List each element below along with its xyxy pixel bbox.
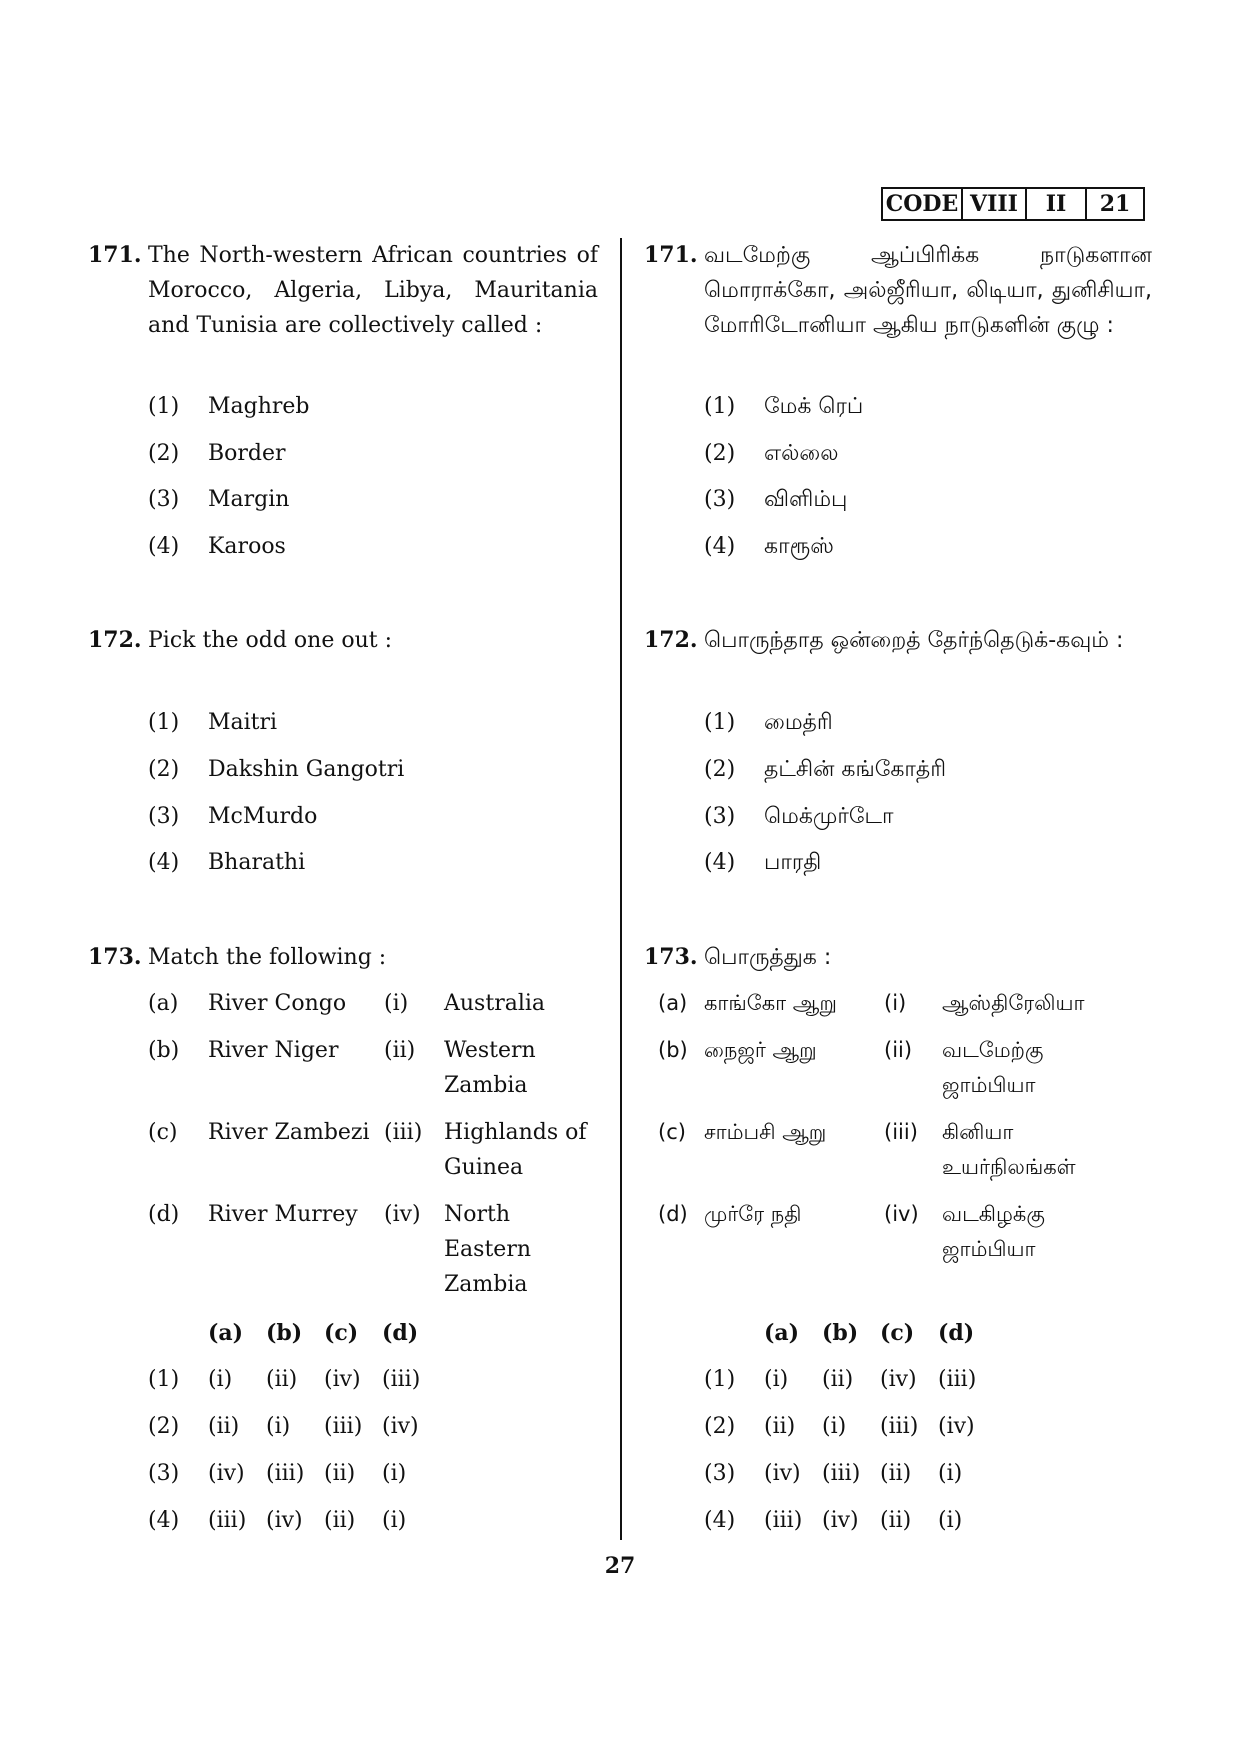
answer-col-d: (d) [382, 1320, 419, 1346]
answer-value: (i) [764, 1367, 789, 1392]
question-171-en [88, 238, 598, 343]
question-number: 171. [644, 242, 698, 268]
option-text: மைத்ரி [764, 710, 833, 735]
answer-value: (ii) [822, 1367, 854, 1392]
option-number: (3) [148, 804, 180, 829]
option-2 [148, 755, 404, 785]
option-number: (3) [704, 804, 736, 829]
option-text: மெக்முர்டோ [764, 804, 894, 829]
option-4 [148, 532, 286, 562]
match-left-label: (a) [148, 991, 179, 1016]
option-text: பாரதி [764, 850, 822, 875]
match-right-item: ஆஸ்திரேலியா [942, 991, 1085, 1015]
answer-col-d: (d) [938, 1320, 975, 1346]
answer-value: (iv) [324, 1367, 361, 1392]
answer-col-c: (c) [880, 1320, 915, 1346]
match-right-item: வடகிழக்கு ஜாம்பியா [942, 1202, 1045, 1261]
question-text: வடமேற்கு ஆப்பிரிக்க நாடுகளான மொராக்கோ, அல்ஜீரியா, லிடியா, துனிசியா, மோரிடோனியா ஆகிய நாடுகளின் குழு : [704, 243, 1152, 338]
answer-value: (i) [266, 1414, 291, 1439]
answer-number: (3) [148, 1461, 180, 1486]
question-text: The North-western African countries of Morocco, Algeria, Libya, Mauritania and Tunisia are collectively called : [148, 243, 598, 338]
answer-value: (i) [822, 1414, 847, 1439]
option-3 [148, 802, 317, 832]
match-row-d [148, 1197, 544, 1302]
question-173-ta [644, 940, 1164, 975]
option-number: (2) [704, 757, 736, 782]
code-value-2: II [1027, 189, 1087, 219]
answer-value: (i) [208, 1367, 233, 1392]
option-number: (3) [148, 487, 180, 512]
question-text: பொருந்தாத ஒன்றைத் தேர்ந்தெடுக்-கவும் : [704, 628, 1124, 653]
answer-option-3 [704, 1459, 996, 1489]
match-right-label: (ii) [884, 1038, 913, 1062]
match-right-item: Highlands of Guinea [444, 1120, 587, 1180]
answer-value: (ii) [764, 1414, 796, 1439]
option-text: McMurdo [208, 804, 318, 829]
option-text: Margin [208, 487, 290, 512]
question-172-ta [644, 623, 1152, 658]
match-row-b [148, 1033, 564, 1103]
answer-value: (iv) [208, 1461, 245, 1486]
match-left-label: (d) [658, 1202, 688, 1226]
question-172-en [88, 623, 598, 658]
match-right-item: கினியா உயர்நிலங்கள் [942, 1120, 1076, 1179]
option-2 [704, 439, 839, 469]
answer-value: (iv) [764, 1461, 801, 1486]
answer-value: (i) [938, 1508, 963, 1533]
answer-value: (iv) [822, 1508, 859, 1533]
option-1 [148, 392, 310, 422]
question-number: 171. [88, 242, 142, 268]
option-3 [704, 485, 847, 515]
question-173-en [88, 940, 598, 975]
match-row-c [658, 1115, 1112, 1185]
match-left-label: (d) [148, 1202, 180, 1227]
option-text: மேக் ரெப் [764, 394, 864, 419]
option-3 [704, 802, 893, 832]
match-left-label: (b) [148, 1038, 180, 1063]
option-text: Maghreb [208, 394, 310, 419]
option-text: விளிம்பு [764, 487, 848, 512]
option-number: (1) [704, 394, 736, 419]
match-left-item: River Congo [208, 991, 347, 1016]
match-row-c [148, 1115, 604, 1185]
answer-value: (ii) [208, 1414, 240, 1439]
option-3 [148, 485, 289, 515]
match-left-label: (c) [148, 1120, 178, 1145]
answer-option-1 [704, 1365, 996, 1395]
option-4 [704, 532, 834, 562]
option-1 [704, 708, 833, 738]
answer-value: (iii) [208, 1508, 247, 1533]
option-number: (2) [704, 441, 736, 466]
question-number: 173. [644, 944, 698, 970]
answer-value: (iv) [880, 1367, 917, 1392]
question-text: Pick the odd one out : [148, 628, 392, 653]
match-left-item: முர்ரே நதி [704, 1202, 802, 1226]
answer-option-2 [148, 1412, 440, 1442]
answer-value: (iii) [764, 1508, 803, 1533]
option-number: (4) [704, 850, 736, 875]
answer-number: (3) [704, 1461, 736, 1486]
option-1 [704, 392, 863, 422]
answer-value: (i) [382, 1508, 407, 1533]
match-row-d [658, 1197, 1072, 1267]
option-text: Maitri [208, 710, 278, 735]
option-text: Dakshin Gangotri [208, 757, 405, 782]
match-right-label: (iv) [384, 1202, 421, 1227]
answer-value: (iv) [382, 1414, 419, 1439]
answer-value: (iv) [266, 1508, 303, 1533]
answer-number: (4) [704, 1508, 736, 1533]
answer-header-row [148, 1318, 440, 1348]
option-2 [704, 755, 946, 785]
option-text: Karoos [208, 534, 286, 559]
answer-value: (iii) [324, 1414, 363, 1439]
match-right-label: (iv) [884, 1202, 919, 1226]
match-right-item: Western Zambia [444, 1038, 536, 1098]
answer-value: (iii) [266, 1461, 305, 1486]
answer-header-row [704, 1318, 996, 1348]
match-left-label: (c) [658, 1120, 686, 1144]
match-right-label: (i) [384, 991, 409, 1016]
match-left-label: (a) [658, 991, 688, 1015]
answer-value: (iii) [938, 1367, 977, 1392]
answer-value: (iv) [938, 1414, 975, 1439]
match-right-item: Australia [444, 991, 546, 1016]
question-171-ta [644, 238, 1152, 343]
answer-number: (2) [148, 1414, 180, 1439]
answer-option-4 [704, 1506, 996, 1536]
option-text: Border [208, 441, 286, 466]
answer-value: (i) [938, 1461, 963, 1486]
answer-value: (iii) [382, 1367, 421, 1392]
option-number: (4) [148, 850, 180, 875]
code-box [881, 187, 1145, 221]
answer-col-a: (a) [208, 1320, 244, 1346]
code-value-3: 21 [1099, 191, 1131, 217]
question-text: Match the following : [148, 945, 387, 970]
match-left-item: River Zambezi [208, 1120, 370, 1145]
match-left-item: River Murrey [208, 1202, 358, 1227]
answer-col-a: (a) [764, 1320, 800, 1346]
answer-option-1 [148, 1365, 440, 1395]
option-number: (1) [148, 394, 180, 419]
match-right-label: (i) [884, 991, 907, 1015]
option-number: (2) [148, 441, 180, 466]
match-row-a [148, 986, 594, 1021]
answer-option-4 [148, 1506, 440, 1536]
match-left-item: River Niger [208, 1038, 339, 1063]
answer-number: (4) [148, 1508, 180, 1533]
match-left-label: (b) [658, 1038, 688, 1062]
option-1 [148, 708, 277, 738]
match-right-label: (ii) [384, 1038, 416, 1063]
question-number: 172. [88, 627, 142, 653]
option-number: (4) [148, 534, 180, 559]
match-right-label: (iii) [884, 1120, 918, 1144]
answer-value: (i) [382, 1461, 407, 1486]
answer-value: (ii) [324, 1461, 356, 1486]
option-2 [148, 439, 286, 469]
match-right-item: North Eastern Zambia [444, 1202, 532, 1297]
match-row-a [658, 986, 1132, 1021]
option-number: (1) [148, 710, 180, 735]
answer-number: (1) [704, 1367, 736, 1392]
answer-value: (ii) [266, 1367, 298, 1392]
code-label: CODE [883, 189, 963, 219]
page-number: 27 [604, 1553, 636, 1579]
answer-col-c: (c) [324, 1320, 359, 1346]
answer-number: (2) [704, 1414, 736, 1439]
option-text: எல்லை [764, 441, 839, 466]
option-text: தட்சின் கங்கோத்ரி [764, 757, 947, 782]
answer-option-2 [704, 1412, 996, 1442]
option-number: (3) [704, 487, 736, 512]
question-text: பொருத்துக : [704, 945, 832, 970]
question-number: 172. [644, 627, 698, 653]
answer-value: (ii) [880, 1461, 912, 1486]
match-right-label: (iii) [384, 1120, 423, 1145]
code-value-1: VIII [963, 189, 1027, 219]
answer-col-b: (b) [266, 1320, 303, 1346]
option-text: காரூஸ் [764, 534, 834, 559]
answer-value: (iii) [822, 1461, 861, 1486]
answer-number: (1) [148, 1367, 180, 1392]
answer-value: (ii) [880, 1508, 912, 1533]
match-left-item: காங்கோ ஆறு [704, 991, 837, 1015]
option-text: Bharathi [208, 850, 306, 875]
question-number: 173. [88, 944, 142, 970]
option-number: (2) [148, 757, 180, 782]
option-4 [148, 848, 305, 878]
column-divider [620, 238, 622, 1540]
answer-col-b: (b) [822, 1320, 859, 1346]
option-4 [704, 848, 821, 878]
answer-value: (iii) [880, 1414, 919, 1439]
answer-value: (ii) [324, 1508, 356, 1533]
match-right-item: வடமேற்கு ஜாம்பியா [942, 1038, 1044, 1097]
match-left-item: சாம்பசி ஆறு [704, 1120, 827, 1144]
option-number: (4) [704, 534, 736, 559]
match-left-item: நைஜர் ஆறு [704, 1038, 817, 1062]
option-number: (1) [704, 710, 736, 735]
match-row-b [658, 1033, 1072, 1103]
answer-option-3 [148, 1459, 440, 1489]
